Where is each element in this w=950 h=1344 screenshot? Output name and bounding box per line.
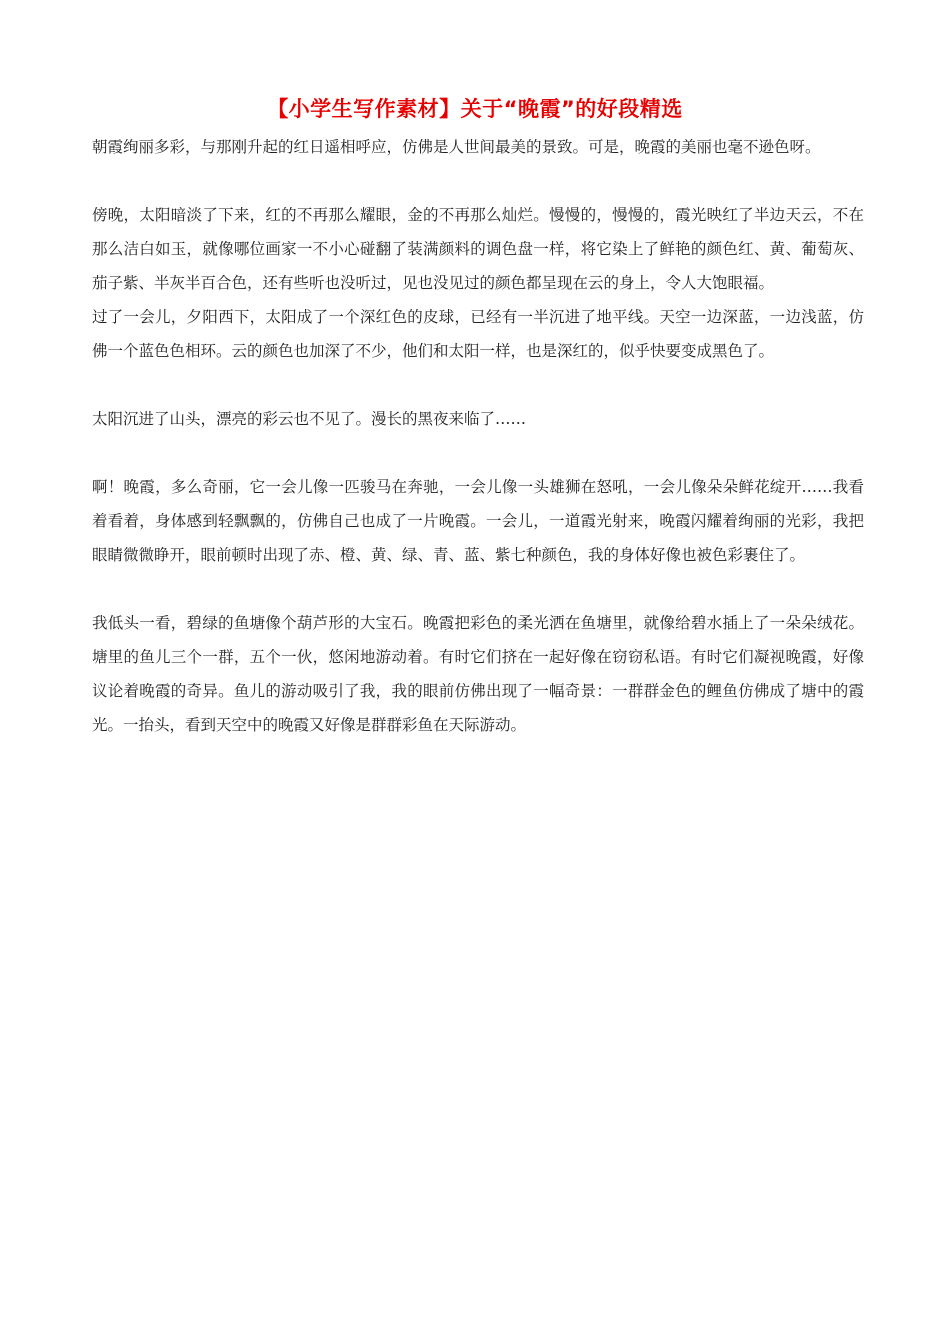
paragraph-fish-pond: 我低头一看，碧绿的鱼塘像个葫芦形的大宝石。晚霞把彩色的柔光洒在鱼塘里，就像给碧水插上了一朵朵绒花。塘里的鱼儿三个一群，五个一伙，悠闲地游动着。有时它们挤在一起好像在窃窃私语。有时它们凝视晚霞，好像议论着晚霞的奇异。鱼儿的游动吸引了我，我的眼前仿佛出现了一幅奇景：一群群金色的鲤鱼仿佛成了塘中的霞光。一抬头，看到天空中的晚霞又好像是群群彩鱼在天际游动。 xyxy=(92,614,864,734)
document-title: 【小学生写作素材】关于“晚霞”的好段精选 xyxy=(267,97,683,121)
paragraph-spacer xyxy=(92,436,864,470)
paragraph-sunset: 过了一会儿，夕阳西下，太阳成了一个深红色的皮球，已经有一半沉进了地平线。天空一边深蓝，一边浅蓝，仿佛一个蓝色色相环。云的颜色也加深了不少，他们和太阳一样，也是深红的，似乎快要变成黑色了。 xyxy=(92,308,864,360)
paragraph-night: 太阳沉进了山头，漂亮的彩云也不见了。漫长的黑夜来临了…… xyxy=(92,410,527,428)
paragraph-exclamation: 啊！晚霞，多么奇丽，它一会儿像一匹骏马在奔驰，一会儿像一头雄狮在怒吼，一会儿像朵朵鲜花绽开……我看着看着，身体感到轻飘飘的，仿佛自己也成了一片晚霞。一会儿，一道霞光射来，晚霞闪耀着绚丽的光彩，我把眼睛微微睁开，眼前顿时出现了赤、橙、黄、绿、青、蓝、紫七种颜色，我的身体好像也被色彩裹住了。 xyxy=(92,478,864,564)
paragraph-morning-glow: 朝霞绚丽多彩，与那刚升起的红日遥相呼应，仿佛是人世间最美的景致。可是，晚霞的美丽也毫不逊色呀。 xyxy=(92,138,821,156)
paragraph-spacer xyxy=(92,368,864,402)
document-body xyxy=(92,130,864,742)
paragraph-spacer xyxy=(92,164,864,198)
paragraph-spacer xyxy=(92,572,864,606)
paragraph-dusk: 傍晚，太阳暗淡了下来，红的不再那么耀眼，金的不再那么灿烂。慢慢的，慢慢的，霞光映红了半边天云，不在那么洁白如玉，就像哪位画家一不小心碰翻了装满颜料的调色盘一样，将它染上了鲜艳的颜色红、黄、葡萄灰、茄子紫、半灰半百合色，还有些听也没听过，见也没见过的颜色都呈现在云的身上，令人大饱眼福。 xyxy=(92,206,864,292)
